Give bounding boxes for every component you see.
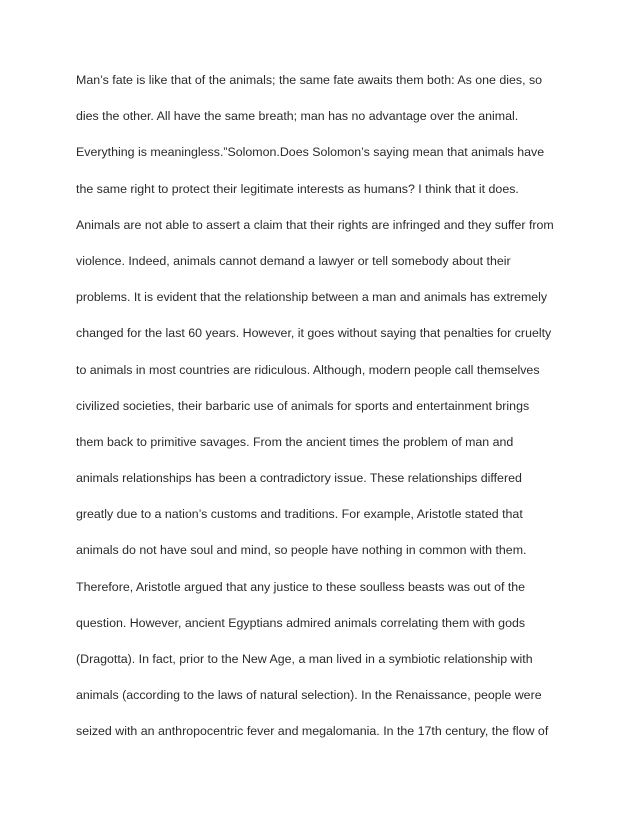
text-line: (Dragotta). In fact, prior to the New Age, a man lived in a symbiotic relationship with	[76, 652, 533, 666]
text-line: seized with an anthropocentric fever and megalomania. In the 17th century, the flow of	[76, 724, 549, 739]
text-line: Everything is meaningless.”Solomon.Does Solomon’s saying mean that animals have	[76, 145, 545, 160]
text-line: animals (according to the laws of natural selection). In the Renaissance, people were	[76, 688, 542, 703]
text-line: animals do not have soul and mind, so people have nothing in common with them.	[76, 543, 527, 558]
essay-body	[76, 70, 576, 758]
text-line: question. However, ancient Egyptians admired animals correlating them with gods	[76, 615, 526, 630]
text-line: changed for the last 60 years. However, it goes without saying that penalties for cruelty	[76, 326, 552, 341]
text-line: civilized societies, their barbaric use of animals for sports and entertainment brings	[76, 398, 530, 413]
text-line: dies the other. All have the same breath; man has no advantage over the animal.	[76, 109, 519, 124]
text-line: the same right to protect their legitimate interests as humans? I think that it does.	[76, 181, 519, 196]
text-line: Therefore, Aristotle argued that any justice to these soulless beasts was out of the	[76, 579, 526, 594]
text-line: Man’s fate is like that of the animals; the same fate awaits them both: As one dies, so	[76, 73, 543, 87]
text-line: them back to primitive savages. From the ancient times the problem of man and	[76, 434, 514, 449]
text-line: Animals are not able to assert a claim that their rights are infringed and they suffer from	[76, 217, 554, 232]
text-line: greatly due to a nation’s customs and traditions. For example, Aristotle stated that	[76, 507, 523, 522]
text-line: problems. It is evident that the relationship between a man and animals has extremely	[76, 290, 548, 305]
text-line: animals relationships has been a contradictory issue. These relationships differed	[76, 471, 522, 486]
text-line: to animals in most countries are ridiculous. Although, modern people call themselves	[76, 362, 540, 377]
text-line: violence. Indeed, animals cannot demand a lawyer or tell somebody about their	[76, 253, 511, 268]
